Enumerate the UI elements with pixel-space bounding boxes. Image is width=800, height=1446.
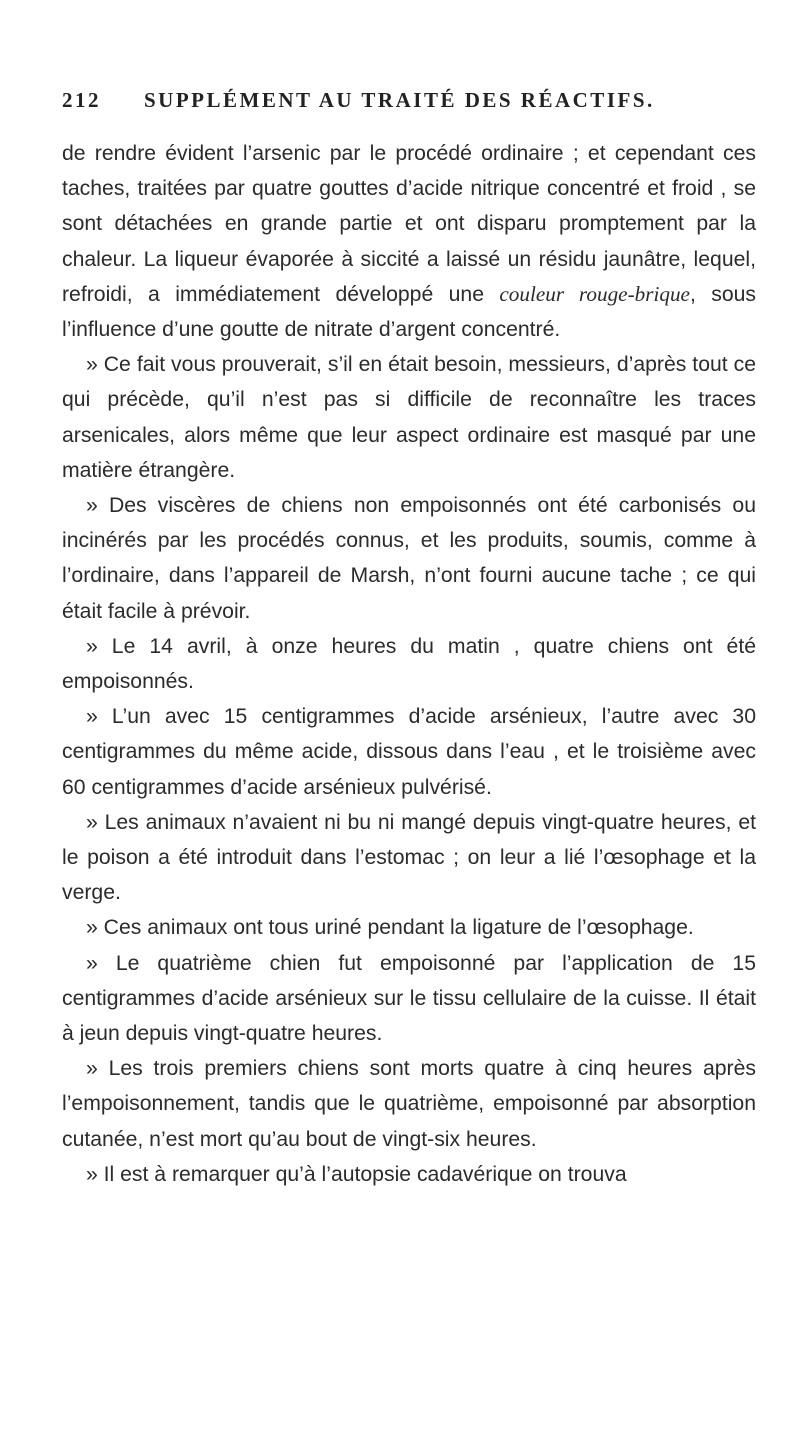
running-title: SUPPLÉMENT AU TRAITÉ DES RÉACTIFS. <box>144 88 655 112</box>
paragraph-2: » Ce fait vous prouverait, s’il en était besoin, messieurs, d’après tout ce qui précède, qu’il n’est pas si difficile de reconnaître les traces arsenicales, alors même que leur aspect ordinaire est masqué par une matière étrangère. <box>62 353 756 482</box>
body-text <box>62 136 756 1192</box>
paragraph-9: » Les trois premiers chiens sont morts quatre à cinq heures après l’empoisonnement, tandis que le quatrième, empoisonné par absorption cutanée, n’est mort qu’au bout de vingt-six heures. <box>62 1057 756 1151</box>
paragraph-8: » Le quatrième chien fut empoisonné par l’application de 15 centigrammes d’acide arsénieux sur le tissu cellulaire de la cuisse. Il était à jeun depuis vingt-quatre heures. <box>62 951 756 1046</box>
page-number: 212 <box>62 88 101 112</box>
paragraph-1 <box>62 136 756 347</box>
paragraph-4: » Le 14 avril, à onze heures du matin , quatre chiens ont été empoisonnés. <box>62 634 756 694</box>
emphasis-couleur-rouge-brique: couleur rouge-brique <box>499 281 690 306</box>
paragraph-7: » Ces animaux ont tous uriné pendant la ligature de l’œsophage. <box>86 916 694 940</box>
paragraph-1-text-after: , sous l’influence d’une goutte de nitrate d’argent concentré. <box>62 282 756 342</box>
paragraph-6: » Les animaux n’avaient ni bu ni mangé depuis vingt-quatre heures, et le poison a été introduit dans l’estomac ; on leur a lié l’œsophage et la verge. <box>62 810 756 905</box>
paragraph-10: » Il est à remarquer qu’à l’autopsie cadavérique on trouva <box>86 1162 627 1186</box>
paragraph-3: » Des viscères de chiens non empoisonnés ont été carbonisés ou incinérés par les procédés connus, et les produits, soumis, comme à l’ordinaire, dans l’appareil de Marsh, n’ont fourni aucune tache ; ce qui était facile à prévoir. <box>62 494 756 623</box>
paragraph-1-text-before: de rendre évident l’arsenic par le procédé ordinaire ; et cependant ces taches, traitées par quatre gouttes d’acide nitrique concentré et froid , se sont détachées en grande partie et ont disparu promptement par la chaleur. La liqueur évaporée à siccité a laissé un résidu jaunâtre, lequel, refroidi, a immédiatement développé une <box>62 142 756 306</box>
paragraph-5: » L’un avec 15 centigrammes d’acide arsénieux, l’autre avec 30 centigrammes du même acide, dissous dans l’eau , et le troisième avec 60 centigrammes d’acide arsénieux pulvérisé. <box>62 705 756 799</box>
page-header <box>62 88 760 118</box>
